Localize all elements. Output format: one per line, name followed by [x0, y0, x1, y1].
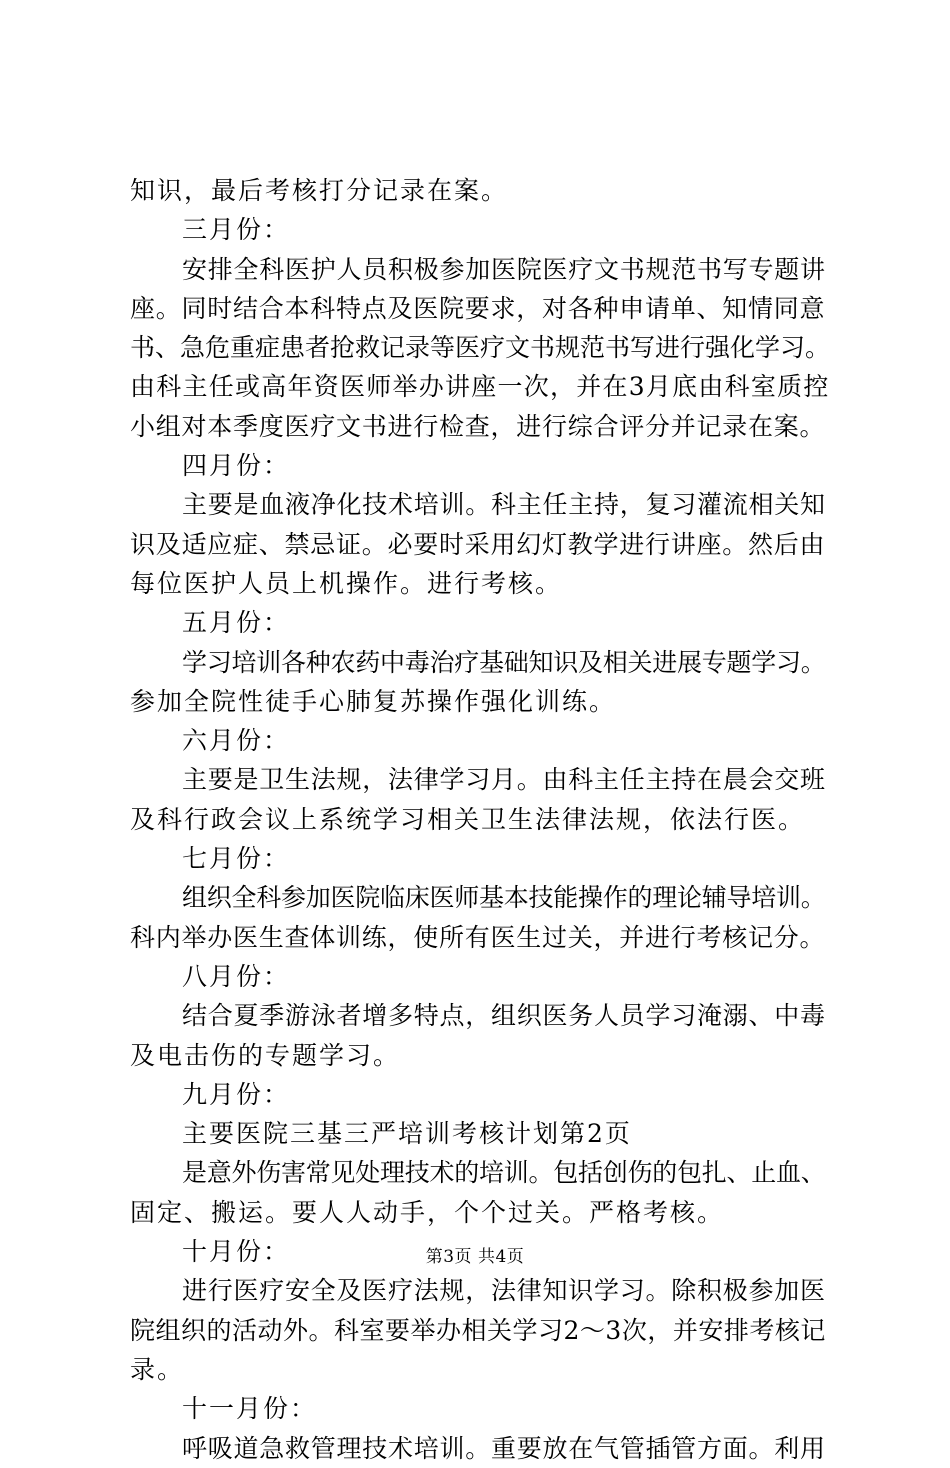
paragraph-line-indented: 安排全科医护人员积极参加医院医疗文书规范书写专题讲 — [182, 254, 826, 284]
paragraph-line-indented: 是意外伤害常见处理技术的培训。包括创伤的包扎、止血、 — [182, 1158, 826, 1188]
paragraph-line: 及科行政会议上系统学习相关卫生法律法规，依法行医。 — [130, 804, 806, 834]
document-body — [130, 171, 830, 1468]
paragraph-line: 识及适应症、禁忌证。必要时采用幻灯教学进行讲座。然后由 — [130, 529, 826, 559]
paragraph-line: 科内举办医生查体训练，使所有医生过关，并进行考核记分。 — [130, 922, 826, 952]
paragraph-line-indented: 进行医疗安全及医疗法规，法律知识学习。除积极参加医 — [182, 1276, 826, 1306]
paragraph-line: 院组织的活动外。科室要举办相关学习2～3次，并安排考核记 — [130, 1315, 826, 1345]
paragraph-line-indented: 五月份： — [182, 608, 291, 638]
paragraph-line: 小组对本季度医疗文书进行检查，进行综合评分并记录在案。 — [130, 411, 826, 441]
paragraph-line-indented: 主要是血液净化技术培训。科主任主持，复习灌流相关知 — [182, 490, 826, 520]
paragraph-line-indented: 十月份： — [182, 1237, 291, 1267]
paragraph-line-indented: 七月份： — [182, 844, 291, 874]
paragraph-line-indented: 六月份： — [182, 726, 291, 756]
paragraph-line-indented: 结合夏季游泳者增多特点，组织医务人员学习淹溺、中毒 — [182, 1001, 826, 1031]
paragraph-line: 录。 — [130, 1354, 185, 1384]
paragraph-line-indented: 呼吸道急救管理技术培训。重要放在气管插管方面。利用 — [182, 1433, 826, 1463]
paragraph-line-indented: 十一月份： — [182, 1394, 318, 1424]
paragraph-line-indented: 四月份： — [182, 451, 291, 481]
paragraph-line-indented: 组织全科参加医院临床医师基本技能操作的理论辅导培训。 — [182, 883, 826, 913]
paragraph-line: 座。同时结合本科特点及医院要求，对各种申请单、知情同意 — [130, 293, 826, 323]
paragraph-line-indented: 八月份： — [182, 961, 291, 991]
paragraph-line: 固定、搬运。要人人动手，个个过关。严格考核。 — [130, 1197, 725, 1227]
paragraph-line-indented: 九月份： — [182, 1079, 291, 1109]
paragraph-line-indented: 主要是卫生法规，法律学习月。由科主任主持在晨会交班 — [182, 765, 826, 795]
paragraph-line-indented: 三月份： — [182, 215, 291, 245]
paragraph-line: 参加全院性徒手心肺复苏操作强化训练。 — [130, 686, 617, 716]
paragraph-line: 每位医护人员上机操作。进行考核。 — [130, 568, 563, 598]
page-footer: 第3页 共4页 — [425, 1247, 525, 1267]
paragraph-line-indented: 学习培训各种农药中毒治疗基础知识及相关进展专题学习。 — [182, 647, 826, 677]
paragraph-line: 及电击伤的专题学习。 — [130, 1040, 401, 1070]
paragraph-line: 知识，最后考核打分记录在案。 — [130, 176, 509, 205]
paragraph-line-indented: 主要医院三基三严培训考核计划第2页 — [182, 1119, 632, 1149]
paragraph-line: 由科主任或高年资医师举办讲座一次，并在3月底由科室质控 — [130, 372, 830, 402]
paragraph-line: 书、急危重症患者抢救记录等医疗文书规范书写进行强化学习。 — [130, 333, 831, 363]
